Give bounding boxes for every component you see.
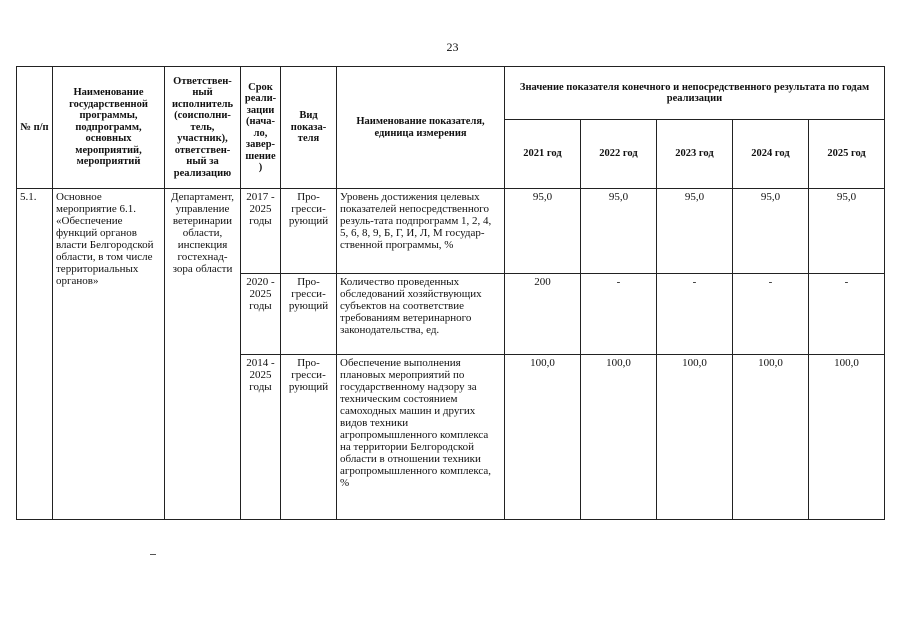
header-term: Срок реали-зации (нача-ло, завер-шение) [241,67,281,189]
value-2024: 100,0 [733,355,809,520]
header-row [17,67,885,120]
indicators-table [16,66,885,520]
page-number: 23 [446,40,459,54]
header-executor: Ответствен-ный исполнитель (соисполни-тель, участник), ответствен-ный за реализацию [165,67,241,189]
value-2024: 95,0 [733,189,809,274]
row-indicator-type: Про-гресси-рующий [281,355,337,520]
scan-mark [150,554,156,555]
value-2023: - [657,274,733,355]
header-year-2022: 2022 год [581,120,657,189]
value-2025: 100,0 [809,355,885,520]
value-2021: 95,0 [505,189,581,274]
row-term: 2020 - 2025 годы [241,274,281,355]
row-executor: Департамент, управление ветеринарии области, инспекция гостехнад-зора области [165,189,241,520]
row-indicator-type: Про-гресси-рующий [281,274,337,355]
row-indicator-type: Про-гресси-рующий [281,189,337,274]
value-2024: - [733,274,809,355]
row-indicator-name: Обеспечение выполнения плановых мероприятий по государственному надзору за техническим состоянием самоходных машин и других видов техники агропромышленного комплекса на территории Белгородской области в отношении техники агропромышленного комплекса, % [337,355,505,520]
row-indicator-name: Уровень достижения целевых показателей непосредственного резуль-тата подпрограмм 1, 2, 4, 5, 6, 8, 9, Б, Г, И, Л, М государ-ственной программы, % [337,189,505,274]
value-2022: - [581,274,657,355]
value-2021: 200 [505,274,581,355]
value-2023: 95,0 [657,189,733,274]
header-indicator-name: Наименование показателя, единица измерения [337,67,505,189]
header-indicator-type: Вид показа-теля [281,67,337,189]
value-2021: 100,0 [505,355,581,520]
row-num: 5.1. [17,189,53,520]
value-2023: 100,0 [657,355,733,520]
header-results: Значение показателя конечного и непосредственного результата по годам реализации [505,67,885,120]
row-program-name: Основное мероприятие 6.1. «Обеспечение функций органов власти Белгородской области, в том числе территориальных органов» [53,189,165,520]
value-2022: 100,0 [581,355,657,520]
header-program-name: Наименование государственной программы, подпрограмм, основных мероприятий, мероприятий [53,67,165,189]
header-num: № п/п [17,67,53,189]
value-2025: - [809,274,885,355]
header-year-2024: 2024 год [733,120,809,189]
header-year-2021: 2021 год [505,120,581,189]
row-term: 2017 - 2025 годы [241,189,281,274]
value-2025: 95,0 [809,189,885,274]
table-row [17,189,885,274]
header-year-2025: 2025 год [809,120,885,189]
row-indicator-name: Количество проведенных обследований хозяйствующих субъектов на соответствие требованиям ветеринарного законодательства, ед. [337,274,505,355]
value-2022: 95,0 [581,189,657,274]
header-year-2023: 2023 год [657,120,733,189]
row-term: 2014 - 2025 годы [241,355,281,520]
